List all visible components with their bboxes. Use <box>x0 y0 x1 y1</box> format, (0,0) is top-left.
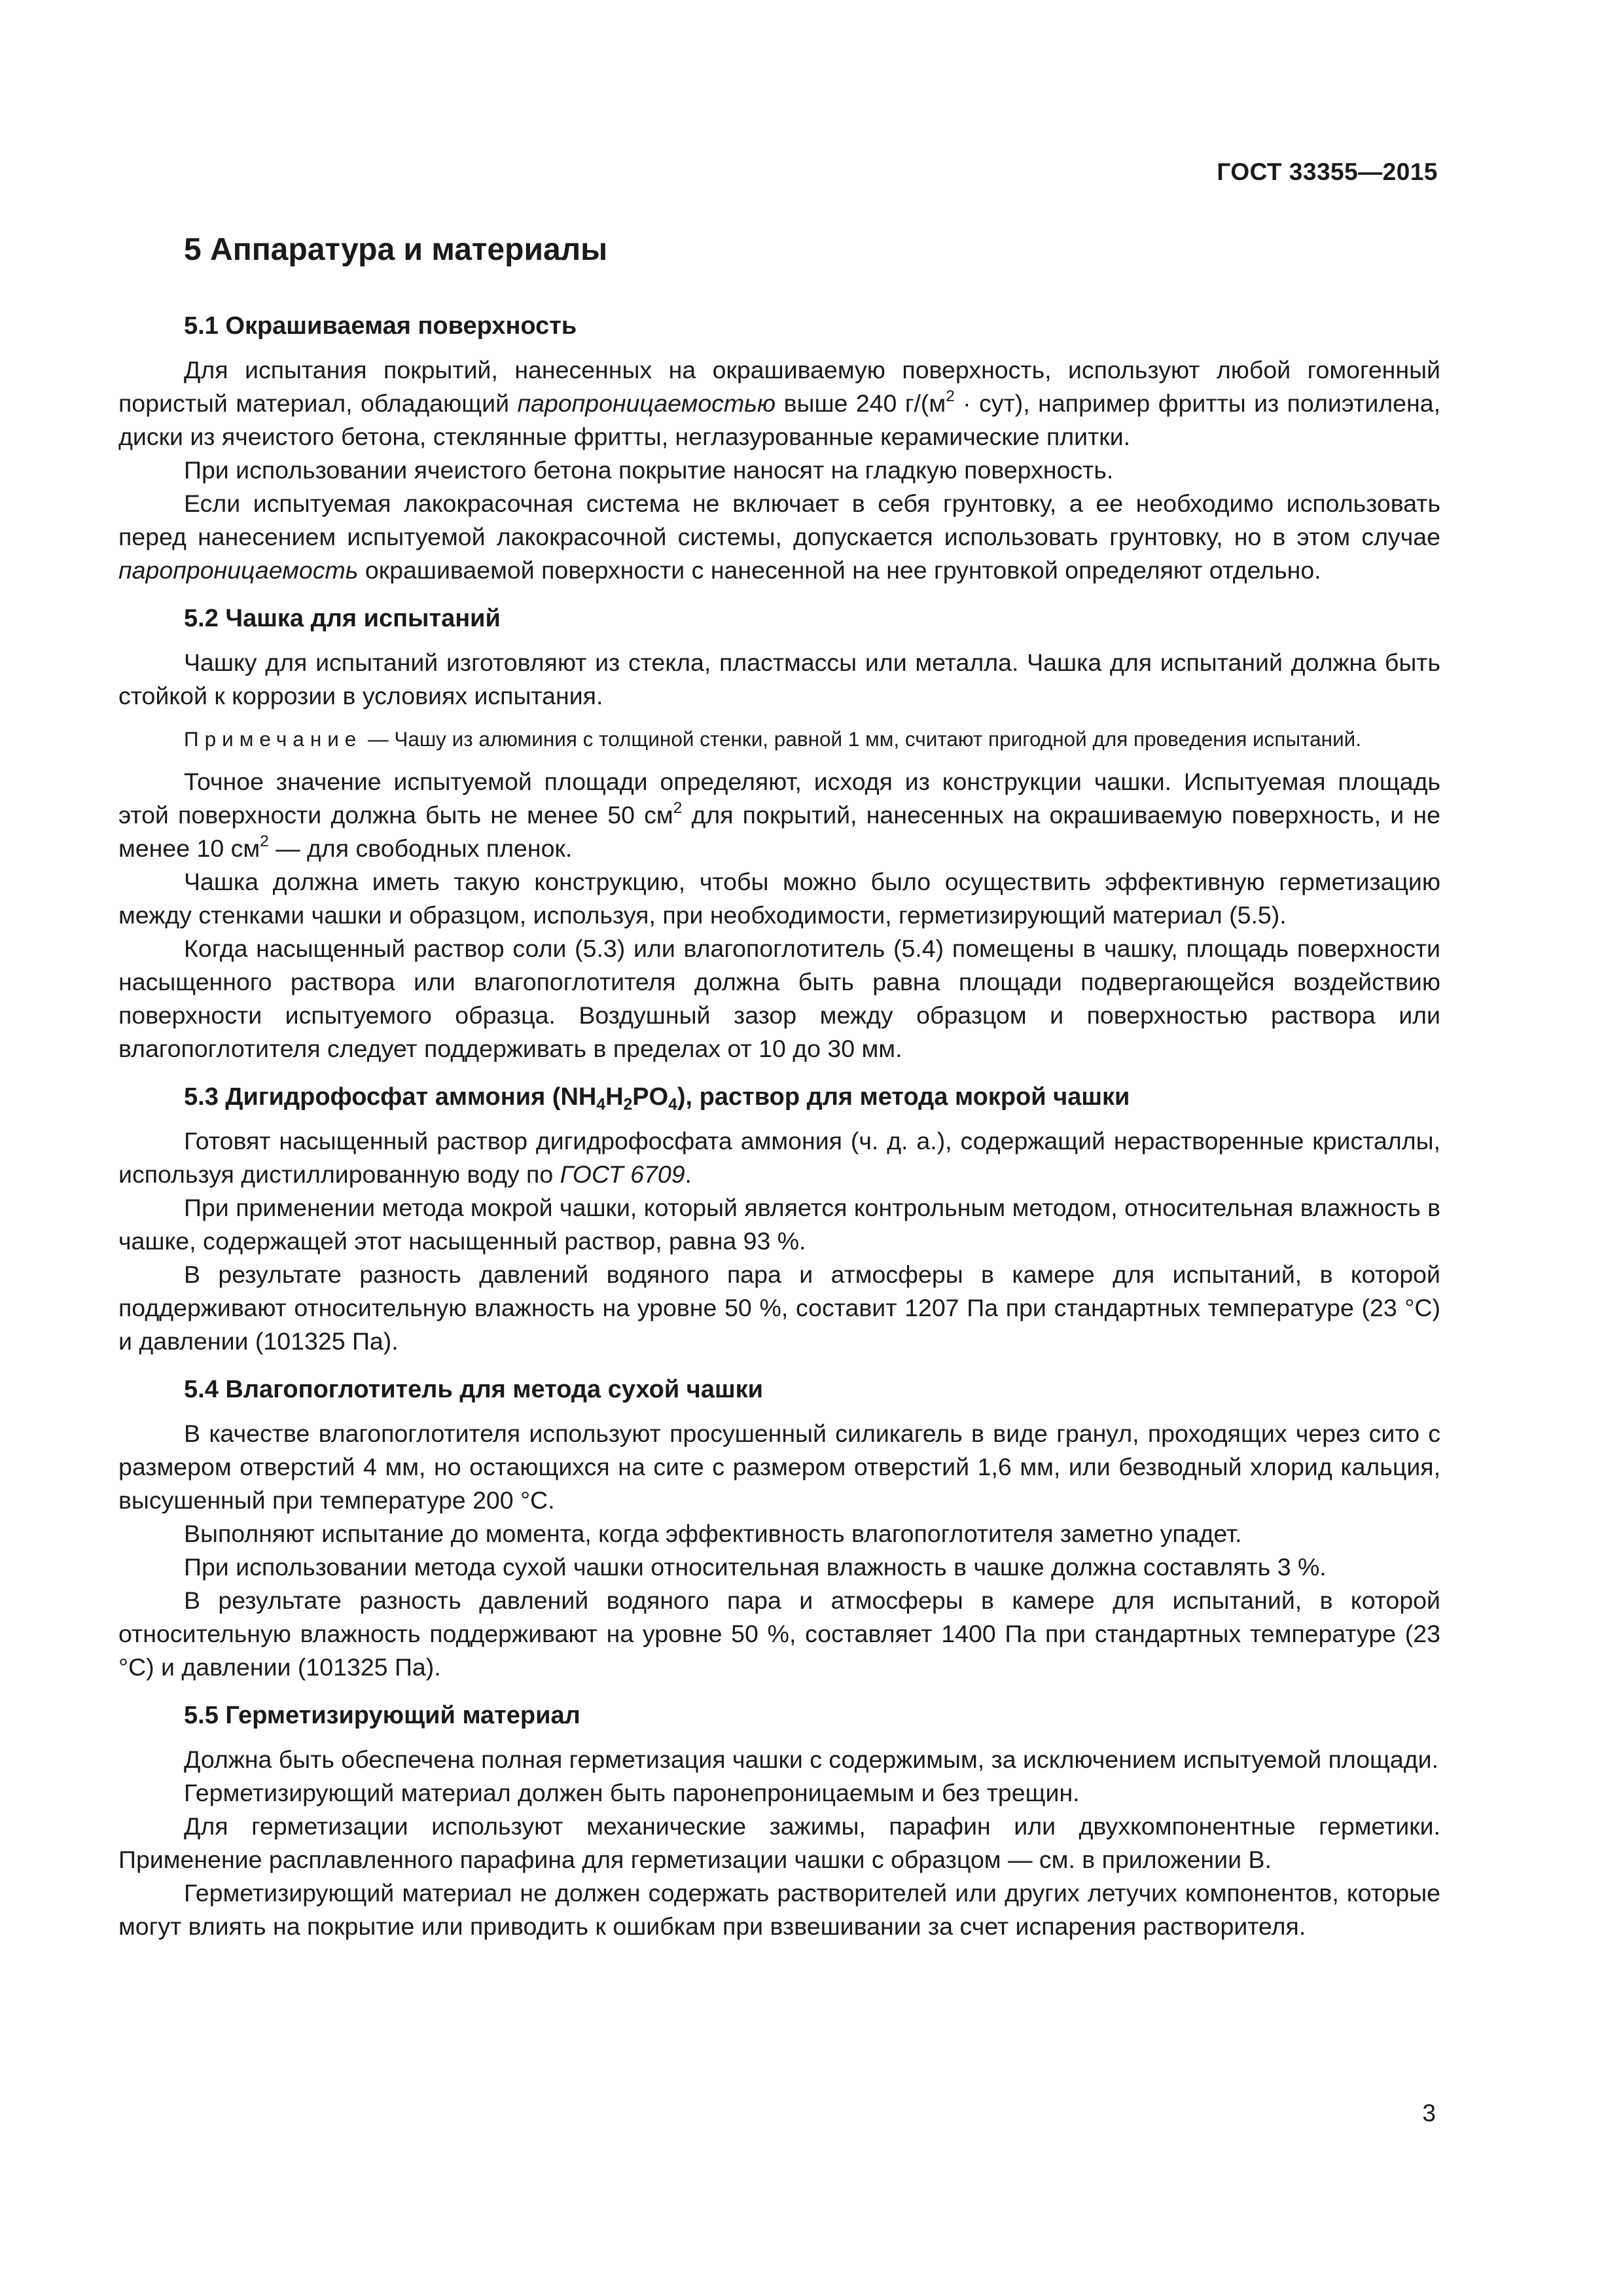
paragraph: В результате разность давлений водяного пара и атмосферы в камере для испытаний, в которой поддерживают относительную влажность на уровне 50 %, составит 1207 Па при стандартных температуре (23 °C) и давлении (101325 Па). <box>118 1261 1440 1355</box>
paragraph: Чашка должна иметь такую конструкцию, чтобы можно было осуществить эффективную герметизацию между стенками чашки и образцом, используя, при необходимости, герметизирующий материал (5.5). <box>118 868 1440 929</box>
paragraph: Выполняют испытание до момента, когда эффективность влагопоглотителя заметно упадет. <box>184 1520 1242 1547</box>
subsection-title-5-1: 5.1 Окрашиваемая поверхность <box>184 312 577 340</box>
subsection-title-5-4: 5.4 Влагопоглотитель для метода сухой чашки <box>184 1376 764 1403</box>
page-content <box>118 230 1440 1943</box>
paragraph: Если испытуемая лакокрасочная система не включает в себя грунтовку, а ее необходимо использовать перед нанесением испытуемой лакокрасочной системы, допускается использовать грунтовку, но в этом случае паропроницаемость окрашиваемой поверхности с нанесенной на нее грунтовкой определяют отдельно. <box>118 490 1440 584</box>
paragraph: В качестве влагопоглотителя используют просушенный силикагель в виде гранул, проходящих через сито с размером отверстий 4 мм, но остающихся на сите с размером отверстий 1,6 мм, или безводный хлорид кальция, высушенный при температуре 200 °C. <box>118 1420 1440 1514</box>
paragraph: Для герметизации используют механические зажимы, парафин или двухкомпонентные герметики. Применение расплавленного парафина для герметизации чашки с образцом — см. в приложении В. <box>118 1812 1440 1873</box>
note: Примечание — Чашу из алюминия с толщиной стенки, равной 1 мм, считают пригодной для проведения испытаний. <box>184 727 1362 751</box>
paragraph: Когда насыщенный раствор соли (5.3) или влагопоглотитель (5.4) помещены в чашку, площадь поверхности насыщенного раствора или влагопоглотителя должна быть равна площади подвергающейся воздействию поверхности испытуемого образца. Воздушный зазор между образцом и поверхностью раствора или влагопоглотителя следует поддерживать в пределах от 10 до 30 мм. <box>118 935 1440 1062</box>
paragraph: Чашку для испытаний изготовляют из стекла, пластмассы или металла. Чашка для испытаний должна быть стойкой к коррозии в условиях испытания. <box>118 649 1440 709</box>
subsection-title-5-3: 5.3 Дигидрофосфат аммония $(NH_4H_2PO_4)$, раствор для метода мокрой чашки <box>184 1083 1130 1114</box>
paragraph: При применении метода мокрой чашки, который является контрольным методом, относительная влажность в чашке, содержащей этот насыщенный раствор, равна 93 %. <box>118 1194 1440 1255</box>
paragraph: Герметизирующий материал должен быть паронепроницаемым и без трещин. <box>184 1779 1080 1806</box>
paragraph: В результате разность давлений водяного пара и атмосферы в камере для испытаний, в которой относительную влажность поддерживают на уровне 50 %, составляет 1400 Па при стандартных температуре (23 °C) и давлении (101325 Па). <box>118 1587 1440 1681</box>
section-title: 5 Аппаратура и материалы <box>184 232 608 267</box>
document-code: ГОСТ 33355—2015 <box>1217 158 1438 185</box>
subsection-title-5-5: 5.5 Герметизирующий материал <box>184 1702 580 1729</box>
paragraph: При использовании ячеистого бетона покрытие наносят на гладкую поверхность. <box>184 456 1114 484</box>
paragraph: Точное значение испытуемой площади определяют, исходя из конструкции чашки. Испытуемая площадь этой поверхности должна быть не менее 50 $см^2$ для покрытий, нанесенных на окрашиваемую поверхность, и не менее 10 $см^2$ — для свободных пленок. <box>118 768 1440 862</box>
subsection-title-5-2: 5.2 Чашка для испытаний <box>184 605 501 632</box>
page-number: 3 <box>1422 2100 1436 2126</box>
paragraph: При использовании метода сухой чашки относительная влажность в чашке должна составлять 3 %. <box>184 1553 1327 1581</box>
note-label: Примечание <box>184 727 363 751</box>
paragraph: Герметизирующий материал не должен содержать растворителей или других летучих компонентов, которые могут влиять на покрытие или приводить к ошибкам при взвешивании за счет испарения растворителя. <box>118 1879 1440 1940</box>
paragraph: Для испытания покрытий, нанесенных на окрашиваемую поверхность, используют любой гомогенный пористый материал, обладающий паропроницаемостью выше 240 $г/(м^2 \cdot сут)$, например фритты из полиэтилена, диски из ячеистого бетона, стеклянные фритты, неглазурованные керамические плитки. <box>118 356 1440 450</box>
paragraph: Готовят насыщенный раствор дигидрофосфата аммония (ч. д. а.), содержащий нерастворенные кристаллы, используя дистиллированную воду по ГОСТ 6709. <box>118 1127 1440 1188</box>
paragraph: Должна быть обеспечена полная герметизация чашки с содержимым, за исключением испытуемой площади. <box>184 1746 1439 1773</box>
